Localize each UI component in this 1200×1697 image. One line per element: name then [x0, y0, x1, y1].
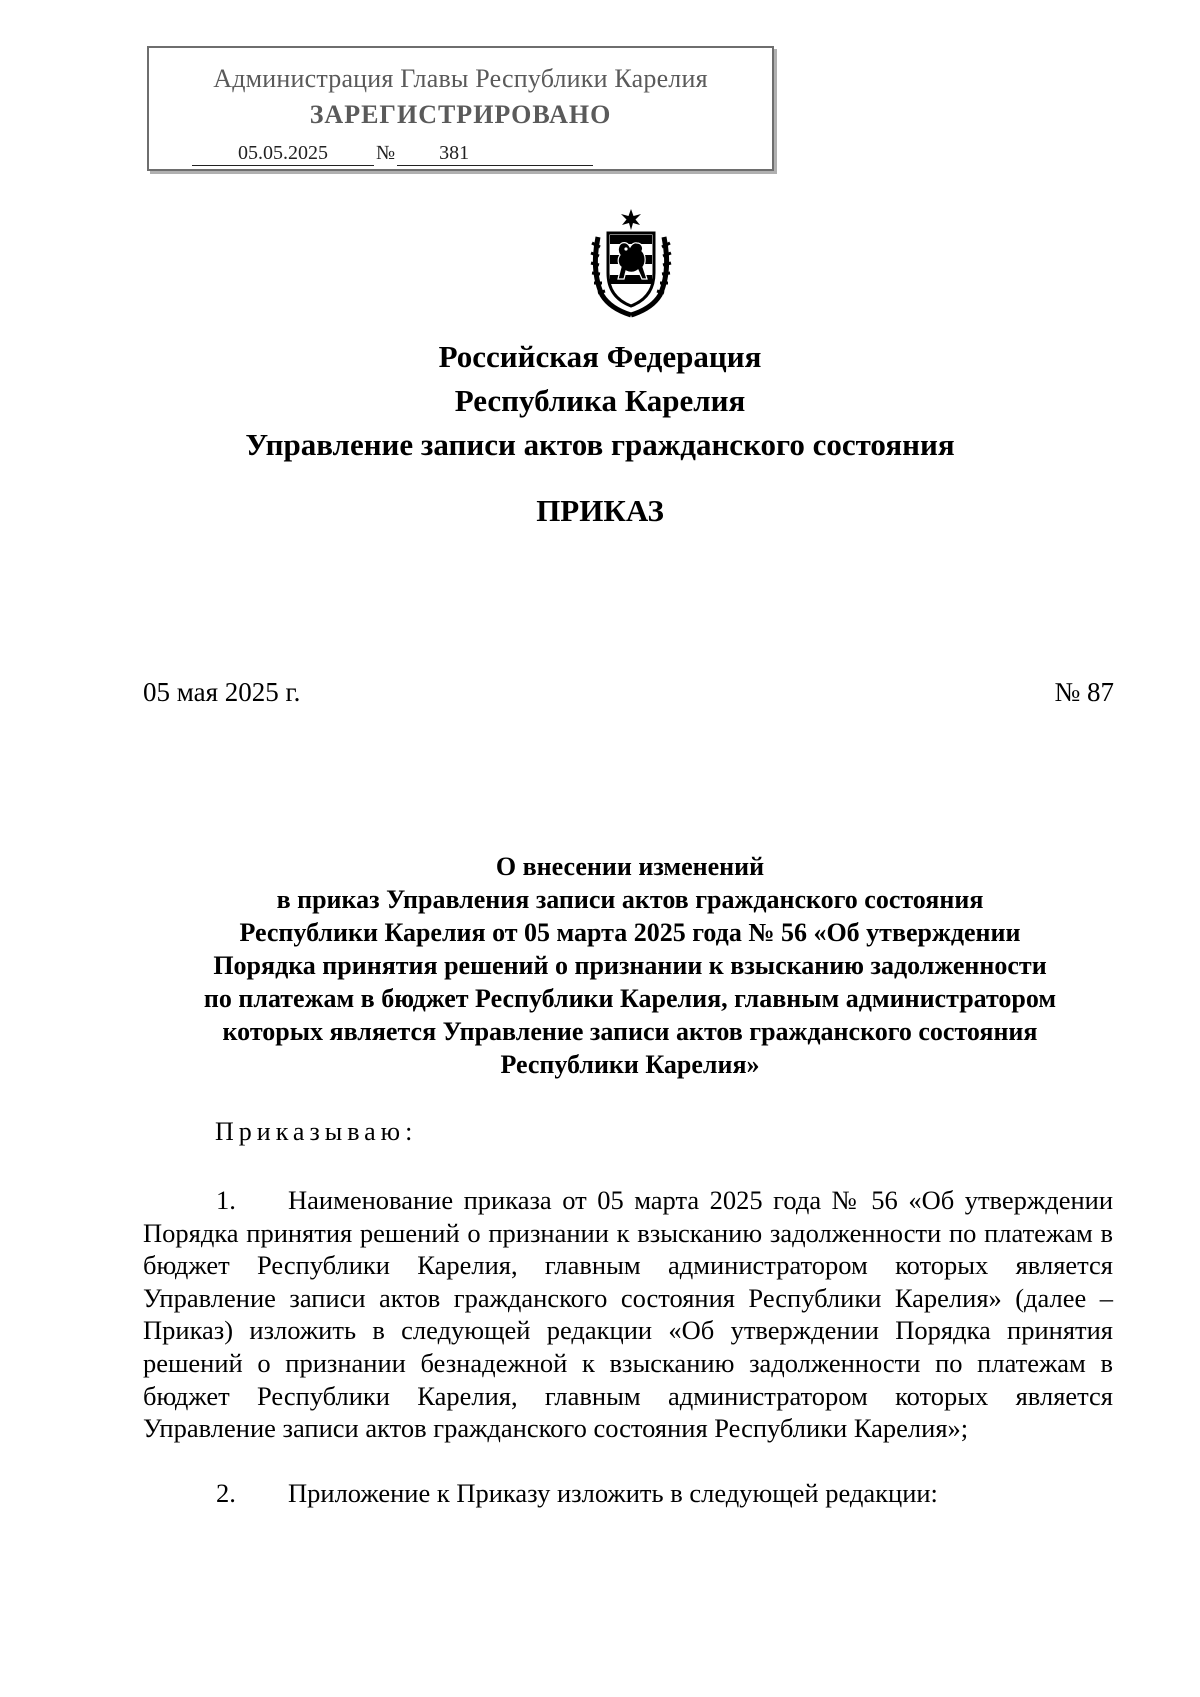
- order-item: [143, 1477, 1113, 1510]
- stamp-number: 381: [397, 142, 593, 166]
- stamp-date: 05.05.2025: [192, 142, 374, 166]
- subject-line: в приказ Управления записи актов гражданского состояния: [276, 885, 984, 914]
- order-item-text: Приложение к Приказу изложить в следующей редакции:: [288, 1478, 938, 1508]
- registration-stamp: [147, 46, 774, 171]
- document-date: 05 мая 2025 г.: [143, 677, 301, 707]
- order-word: Приказываю:: [215, 1117, 418, 1146]
- stamp-status: ЗАРЕГИСТРИРОВАНО: [309, 100, 612, 129]
- order-item-number: 1.: [216, 1185, 236, 1215]
- order-item-text: Наименование приказа от 05 марта 2025 года № 56 «Об утверждении Порядка принятия решений о признании к взысканию задолженности по платежам в бюджет Республики Карелия, главным администратором которых является Управление записи актов гражданского состояния Республики Карелия» (далее – Приказ) изложить в следующей редакции «Об утверждении Порядка принятия решений о признании безнадежной к взысканию задолженности по платежам в бюджет Республики Карелия, главным администратором которых является Управление записи актов гражданского состояния Республики Карелия»;: [143, 1185, 1113, 1444]
- subject-line: О внесении изменений: [495, 852, 765, 881]
- document-number: № 87: [1054, 677, 1114, 707]
- subject-line: которых является Управление записи актов гражданского состояния: [222, 1017, 1038, 1046]
- header-agency: Управление записи актов гражданского состояния: [245, 427, 955, 462]
- subject-line: по платежам в бюджет Республики Карелия, главным администратором: [203, 984, 1057, 1013]
- header-republic: Республика Карелия: [454, 383, 746, 418]
- header-country: Российская Федерация: [438, 339, 762, 374]
- document-type-title: ПРИКАЗ: [536, 493, 664, 528]
- order-item: [143, 1184, 1113, 1445]
- stamp-organization: Администрация Главы Республики Карелия: [213, 64, 708, 93]
- subject-line: Республики Карелия от 05 марта 2025 года № 56 «Об утверждении: [239, 918, 1021, 947]
- karelia-coat-of-arms-icon: [588, 207, 674, 319]
- order-item-number: 2.: [216, 1478, 236, 1508]
- stamp-number-label: №: [376, 142, 396, 164]
- subject-line: Республики Карелия»: [500, 1050, 760, 1079]
- subject-line: Порядка принятия решений о признании к взысканию задолженности: [213, 951, 1047, 980]
- stamp-registration-row: [192, 142, 593, 166]
- document-subject: [140, 850, 1120, 1081]
